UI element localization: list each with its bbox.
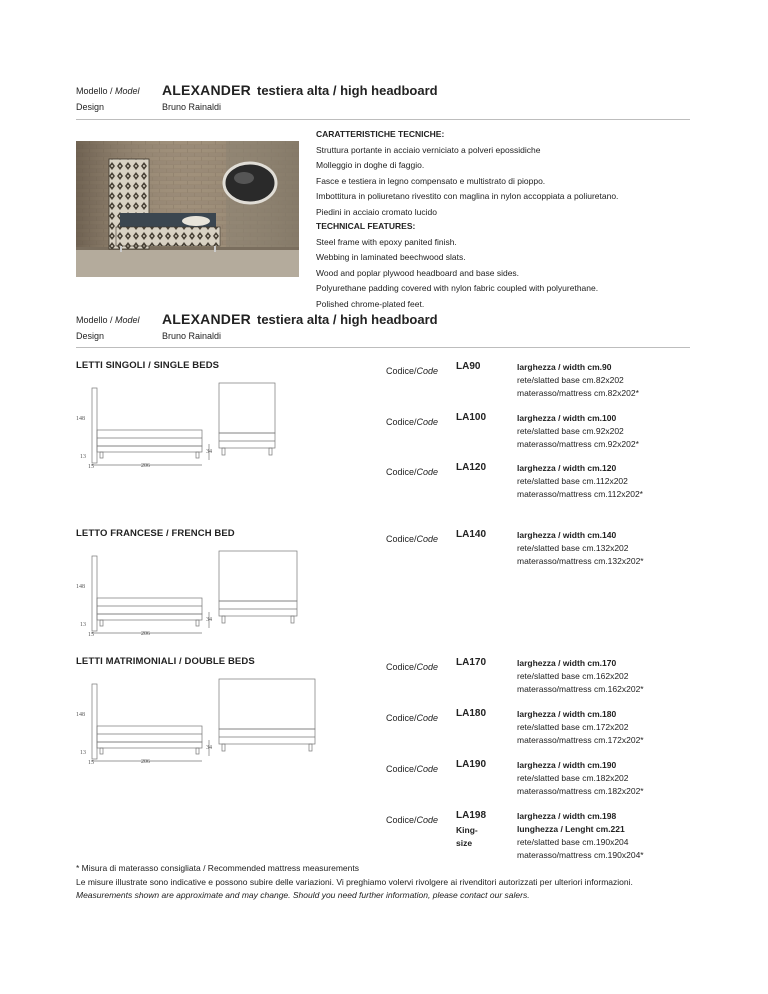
features-en-line: Wood and poplar plywood headboard and base sides.	[316, 267, 520, 278]
features-en-title: TECHNICAL FEATURES:	[316, 221, 416, 231]
model-name: ALEXANDER	[162, 82, 251, 98]
code-value: LA90	[456, 361, 481, 372]
code-label: Codice/Code	[386, 764, 439, 774]
code-value: LA140	[456, 529, 487, 540]
code-spec: larghezza / width cm.140 rete/slatted base cm.132x202 materasso/mattress cm.132x202*	[517, 530, 644, 566]
model-label: Modello / Model	[76, 315, 140, 325]
code-label: Codice/Code	[386, 417, 439, 427]
divider	[76, 347, 690, 348]
code-value: LA100	[456, 412, 487, 423]
drawing-single	[76, 378, 306, 479]
code-row	[386, 810, 644, 860]
code-row	[386, 759, 644, 796]
features-it-line: Imbottitura in poliuretano rivestito con maglina in nylon accoppiata a poliuretano.	[316, 191, 619, 202]
base-label: 34	[206, 745, 212, 751]
features-en-line: Steel frame with epoxy panited finish.	[316, 236, 457, 247]
code-spec: larghezza / width cm.90 rete/slatted base cm.82x202 materasso/mattress cm.82x202*	[517, 362, 639, 398]
product-photo	[76, 141, 299, 277]
height-label: 148	[76, 416, 85, 422]
base-label: 34	[206, 617, 212, 623]
features-en-line: Polyurethane padding covered with nylon fabric coupled with polyurethane.	[316, 283, 599, 294]
drawing-double	[76, 674, 316, 775]
designer-name: Bruno Rainaldi	[162, 102, 222, 112]
code-spec: larghezza / width cm.170 rete/slatted base cm.162x202 materasso/mattress cm.162x202*	[517, 658, 644, 694]
height-label: 148	[76, 584, 85, 590]
footer	[76, 862, 716, 903]
code-label: Codice/Code	[386, 366, 439, 376]
section-title-double: LETTI MATRIMONIALI / DOUBLE BEDS	[76, 656, 255, 667]
code-value: LA190	[456, 759, 487, 770]
features-it-line: Piedini in acciaio cromato lucido	[316, 206, 437, 217]
code-label: Codice/Code	[386, 713, 439, 723]
code-row	[386, 361, 639, 398]
drawing-french	[76, 546, 306, 647]
model-subtitle: testiera alta / high headboard	[257, 312, 438, 327]
design-label: Design	[76, 102, 105, 112]
features-en-line: Webbing in laminated beechwood slats.	[316, 252, 466, 263]
leg-label: 13	[80, 750, 86, 756]
features-it-line: Fasce e testiera in legno compensato e multistrato di pioppo.	[316, 175, 546, 186]
code-label: Codice/Code	[386, 467, 439, 477]
code-extra: King-size	[456, 825, 478, 848]
height-label: 148	[76, 712, 85, 718]
features-en	[316, 219, 598, 313]
leg-label: 13	[80, 454, 86, 460]
foot-label: 15	[88, 632, 94, 638]
features-en-line: Polished chrome-plated feet.	[316, 298, 425, 309]
foot-label: 15	[88, 760, 94, 766]
code-spec: larghezza / width cm.190 rete/slatted base cm.182x202 materasso/mattress cm.182x202*	[517, 760, 644, 796]
model-subtitle: testiera alta / high headboard	[257, 83, 438, 98]
code-spec: larghezza / width cm.120 rete/slatted base cm.112x202 materasso/mattress cm.112x202*	[517, 463, 643, 499]
code-spec: larghezza / width cm.100 rete/slatted base cm.92x202 materasso/mattress cm.92x202*	[517, 413, 639, 449]
code-value: LA170	[456, 657, 487, 668]
length-label: 206	[141, 631, 150, 637]
code-label: Codice/Code	[386, 815, 439, 825]
section-title-french: LETTO FRANCESE / FRENCH BED	[76, 528, 235, 539]
code-value: LA198	[456, 810, 487, 821]
features-it-line: Struttura portante in acciaio verniciato a polveri epossidiche	[316, 144, 541, 155]
code-spec: larghezza / width cm.198 lunghezza / Lenght cm.221 rete/slatted base cm.190x204 materasso/mattress cm.190x204*	[517, 811, 644, 860]
footer-it: Le misure illustrate sono indicative e possono subire delle variazioni. Vi preghiamo volervi rivolgere ai rivenditori autorizzati per ulteriori informazioni.	[76, 876, 633, 887]
code-row	[386, 657, 644, 694]
leg-label: 13	[80, 622, 86, 628]
code-label: Codice/Code	[386, 534, 439, 544]
designer-name: Bruno Rainaldi	[162, 331, 222, 341]
footer-note: * Misura di materasso consigliata / Recommended mattress measurements	[76, 863, 359, 873]
features-it-title: CARATTERISTICHE TECNICHE:	[316, 129, 445, 139]
foot-label: 15	[88, 464, 94, 470]
features-it	[316, 127, 618, 221]
length-label: 206	[141, 759, 150, 765]
code-row	[386, 529, 644, 566]
code-row	[386, 708, 644, 745]
footer-en: Measurements shown are approximate and may change. Should you need further information, please contact our salers.	[76, 890, 530, 900]
divider	[76, 119, 690, 120]
code-row	[386, 462, 643, 499]
code-value: LA180	[456, 708, 487, 719]
length-label: 206	[141, 463, 150, 469]
code-value: LA120	[456, 462, 487, 473]
code-spec: larghezza / width cm.180 rete/slatted base cm.172x202 materasso/mattress cm.172x202*	[517, 709, 644, 745]
model-label: Modello / Model	[76, 86, 140, 96]
code-row	[386, 412, 639, 449]
base-label: 34	[206, 449, 212, 455]
design-label: Design	[76, 331, 105, 341]
features-it-line: Molleggio in doghe di faggio.	[316, 160, 425, 171]
section-title-single: LETTI SINGOLI / SINGLE BEDS	[76, 360, 220, 371]
model-name: ALEXANDER	[162, 311, 251, 327]
code-label: Codice/Code	[386, 662, 439, 672]
